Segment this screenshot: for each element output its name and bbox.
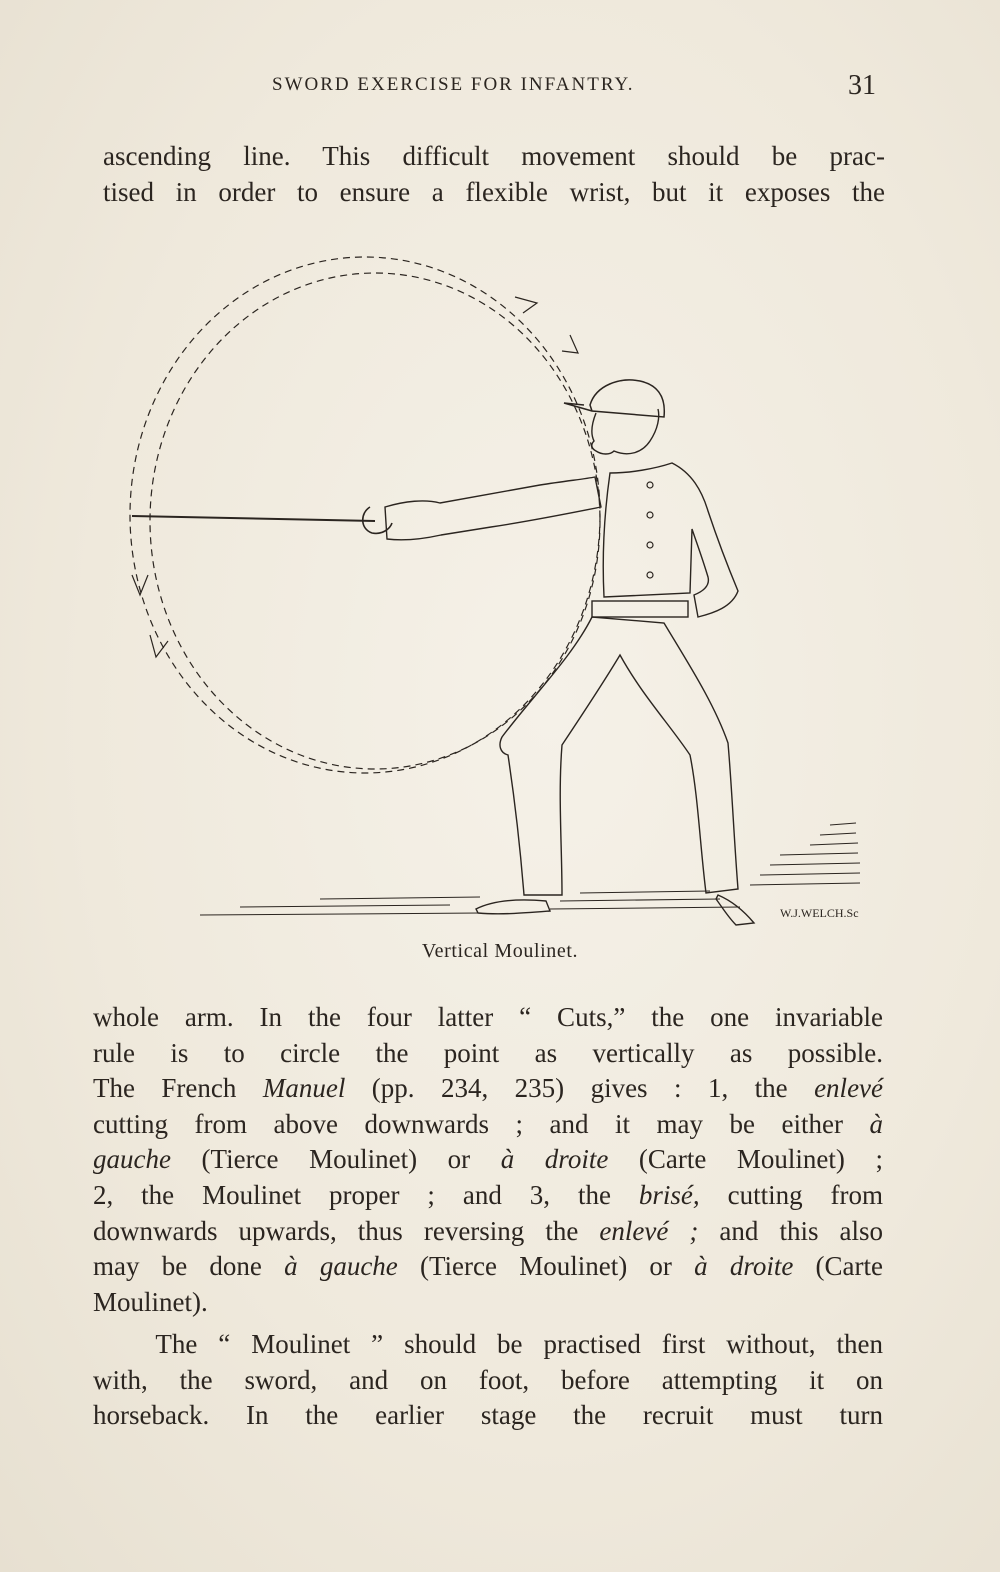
arrow-top	[515, 297, 537, 313]
belt	[592, 601, 688, 617]
italic-term: à droite	[500, 1144, 609, 1175]
arrow-lower-left	[150, 635, 168, 657]
text-run: (Carte Moulinet) ;	[608, 1144, 883, 1175]
text-line: tised in order to ensure a flexible wrist, but it exposes the	[103, 176, 885, 207]
text-line	[93, 1214, 883, 1250]
italic-term: à gauche	[284, 1251, 398, 1282]
italic-term: brisé,	[638, 1179, 700, 1210]
text-line	[93, 1071, 883, 1107]
text-line	[93, 1107, 883, 1143]
body-paragraph-1	[93, 1000, 883, 1320]
text-run: cutting from	[699, 1179, 883, 1210]
ground-shading	[200, 823, 860, 915]
figure-caption: Vertical Moulinet.	[421, 940, 579, 962]
left-foot	[476, 900, 550, 914]
italic-term: à	[869, 1108, 883, 1139]
arrow-upper-right	[562, 335, 578, 353]
running-head: SWORD EXERCISE FOR INFANTRY.	[272, 74, 635, 95]
engraver-signature: W.J.WELCH.Sc	[780, 906, 859, 920]
sword-blade	[132, 516, 375, 521]
text-line: whole arm. In the four latter “ Cuts,” the one invariable	[93, 1002, 883, 1032]
italic-term: à droite	[694, 1251, 794, 1282]
text-run: may be done	[93, 1251, 285, 1282]
text-run: cutting from above downwards ; and it may be either	[93, 1108, 870, 1139]
text-run: and this also	[698, 1215, 883, 1246]
extended-arm	[385, 477, 601, 540]
italic-term: enlevé ;	[599, 1215, 699, 1246]
page-number: 31	[848, 70, 876, 101]
text-run: (Tierce Moulinet) or	[397, 1251, 695, 1282]
italic-term: enlevé	[814, 1073, 884, 1104]
body-paragraph-2	[93, 1327, 883, 1434]
text-run: (pp. 234, 235) gives : 1, the	[345, 1073, 815, 1104]
soldier-torso	[603, 463, 738, 617]
text-run: The French	[93, 1073, 263, 1104]
text-line	[93, 1178, 883, 1214]
text-run: (Carte	[793, 1251, 884, 1282]
text-run: downwards upwards, thus reversing the	[93, 1215, 600, 1246]
text-line: horseback. In the earlier stage the recruit must turn	[93, 1400, 883, 1431]
italic-term: Manuel	[262, 1073, 346, 1104]
text-line: with, the sword, and on foot, before attempting it on	[93, 1364, 883, 1395]
kepi-cap	[564, 380, 664, 417]
italic-term: gauche	[93, 1144, 171, 1175]
text-line: ascending line. This difficult movement should be prac-	[103, 141, 885, 171]
text-line: rule is to circle the point as vertically as possible.	[93, 1037, 883, 1068]
top-paragraph	[103, 139, 885, 210]
text-line	[93, 1249, 883, 1285]
text-run: (Tierce Moulinet) or	[170, 1144, 501, 1175]
text-line: The “ Moulinet ” should be practised first without, then	[93, 1329, 883, 1359]
text-run: 2, the Moulinet proper ; and 3, the	[93, 1179, 639, 1210]
soldier-legs	[500, 617, 738, 895]
text-line	[93, 1142, 883, 1178]
text-line: Moulinet).	[93, 1286, 208, 1317]
tunic-buttons	[647, 482, 653, 578]
vertical-moulinet-illustration	[120, 245, 880, 935]
arrow-left	[132, 575, 148, 595]
moulinet-path-outer	[130, 257, 600, 773]
right-foot	[716, 895, 754, 925]
